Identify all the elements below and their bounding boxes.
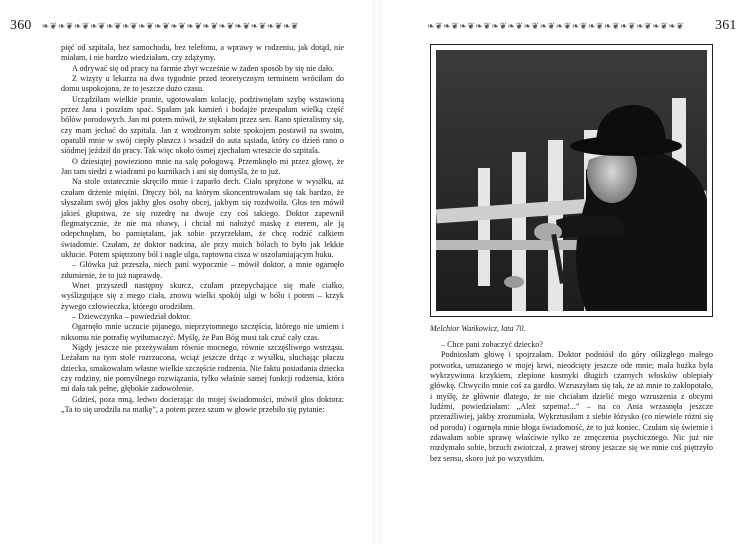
left-page-header <box>10 18 332 34</box>
photo-frame <box>430 44 713 317</box>
paragraph: – Chce pani zobaczyć dziecko? <box>441 340 543 349</box>
paragraph: Z wizyty u lekarza na dwa tygodnie przed teoretycznym terminem wróciłam do domu uspokojona, że to jeszcze dużo czasu. <box>61 74 344 94</box>
paragraph: Nigdy jeszcze nie przeżywałam równie mocnego, równie szczęśliwego wstrząsu. Leżałam na tym stole rozrzucona, wciąż jeszcze drżąc z wysiłku, słuchając płaczu dziecka, smakowałam własne wielkie szczęście rodzenia. Nie faktu posiadania dziecka czy rodziny, nie pomyślnego rozwiązania, tylko właśnie samej funkcji rodzenia, która mi dała tak pełne, głębokie zadowolenie. <box>61 342 344 394</box>
paragraph: Wnet przyszedł następny skurcz, czułam przepychające się małe ciałko, wyślizgujące się z mego ciała, znowu wielki spokój ulgi w bólu i potem – krzyk żywego człowieczka, którego urodziłam. <box>61 280 344 311</box>
ornament-border-right: ❧❦❧❦❧❦❧❦❧❦❧❦❧❦❧❦❧❦❧❦❧❦❧❦❧❦❧❦❧❦❧❦ <box>427 20 685 31</box>
right-page <box>381 0 755 544</box>
paragraph: Gdzieś, poza mną, ledwo docierając do mojej świadomości, mówił głos doktora: „Ta to się urodziła na matkę”, a potem przez szum w głowie przebiło się pytanie: <box>61 394 344 415</box>
right-page-header <box>427 18 737 34</box>
page-number-left: 360 <box>10 18 32 33</box>
book-gutter <box>373 0 381 544</box>
paragraph: O dziesiątej powieziono mnie na salę połogową. Przemknęło mi przez głowę, że Jan tam siedzi z wiadrami po kurnikach i ani się domyśla, że to już. <box>61 156 344 177</box>
paragraph: Podniosłam głowę i spojrzałam. Doktor podniósł do góry oślizgłego małego potworka, umazanego w mojej krwi, nieodcięty jeszcze ode mnie; mała buźka była wykrzywiona krzykiem, zlepione kosmyki długich czarnych włosków oblepiały główkę. Chwyciło mnie coś za gardło. Wzruszyłam się tak, że aż mnie to zakłopotało, i myślę, że głównie dlatego, że nie chciałam dzielić mego wzruszenia z obcymi ludźmi, powiedziałam: „Ależ szpetna!...” – na co Ania wrzasnęła jeszcze przeraźliwiej, jakby zrozumiała. Wykrztusiłam z siebie łóżysko (co niewiele różni się od porodu) i ogarnęła mnie błoga świadomość, że to już koniec. Czułam się świetnie i zdawałam sobie sprawę właściwie tylko ze zmęczenia psychicznego. Nic już nie rozdymało sobie, brzuch zwiotczał, z prawej strony jeszcze się we mnie coś piętrzyło bez sensu, skoro już po wszystkim. <box>430 350 713 463</box>
page-number-right: 361 <box>715 18 737 33</box>
portrait-photo <box>436 50 707 311</box>
left-body-text <box>61 43 344 415</box>
paragraph: – Główka już przeszła, niech pani wypocznie – mówił doktor, a mnie ogarnęło zdumienie, że to już naprawdę. <box>61 260 344 280</box>
paragraph: Ogarnęło mnie uczucie pijanego, nieprzytomnego szczęścia, którego nie umiem i niksomu nie potrafię wytłumaczyć. Myślę, że Pan Bóg musi tak czuć cały czas. <box>61 322 344 342</box>
paragraph: pięć od szpitala, bez samochodu, bez telefonu, a wprawy w rodzeniu, jak dotąd, nie miałam, i nie bardzo wiedziałam, czy zdążymy. <box>61 43 344 63</box>
right-body-text <box>430 340 713 464</box>
paragraph: Na stole ostatecznie skręciło mnie i zaparło dech. Ciało sprężone w wysiłku, aż czułam drżenie mięśni. Dręczy ból, na którym skoncentrowałam się tak bardzo, że słyszałam swój głos jakby głos osoby obcej, jakbym się rozdwoiła. Głos ten mówił jakieś głupstwa, że się rozedrę na dwoje czy coś takiego. Doktor zapewnił flegmatycznie, że nie ma obawy, i chciał mi nałożyć maskę z eterem, ale ją odepchnęłam, bo pamiętałam, jak sobie przyrzekłam, że chcę rodzić całkiem świadomie. Czułam, że doktor nadcina, ale przy moich bólach to było jak lekkie ukłucie. Potem spiętrzony ból i nagle ulga, raptowna cisza w oszołamiającym huku. <box>61 177 344 259</box>
paragraph: Urządziłam wielkie pranie, ugotowałam kolację, podziwnęłam szybę wstawioną przez Jana i poszłam spać. Spałam jak kamień i bodajże przespałam wielką część bólów porodowych. Jan mi potem mówił, że stękałam przez sen. Rano spieralismy się, czy mam jechać do szpitala. Jan z wrodzonym sobie spokojem postawił na swoim, opatulił mnie w swój ciepły płaszcz i wsadził do auta sąsiada, który co dzień rano o siódmej jeździł do pracy. Tak więc około ósmej zjechałam wreszcie do szpitala. <box>61 94 344 156</box>
photo-caption: Melchior Wańkowicz, lata 70. <box>430 324 526 333</box>
left-page <box>0 0 373 544</box>
paragraph: A odrywać się od pracy na farmie zbyt wcześnie w żaden sposób by się nie dało. <box>72 63 335 73</box>
paragraph: – Dziewczynka – powiedział doktor. <box>72 311 191 321</box>
ornament-border-left: ❧❦❧❦❧❦❧❦❧❦❧❦❧❦❧❦❧❦❧❦❧❦❧❦❧❦❧❦❧❦❧❦ <box>41 20 299 31</box>
